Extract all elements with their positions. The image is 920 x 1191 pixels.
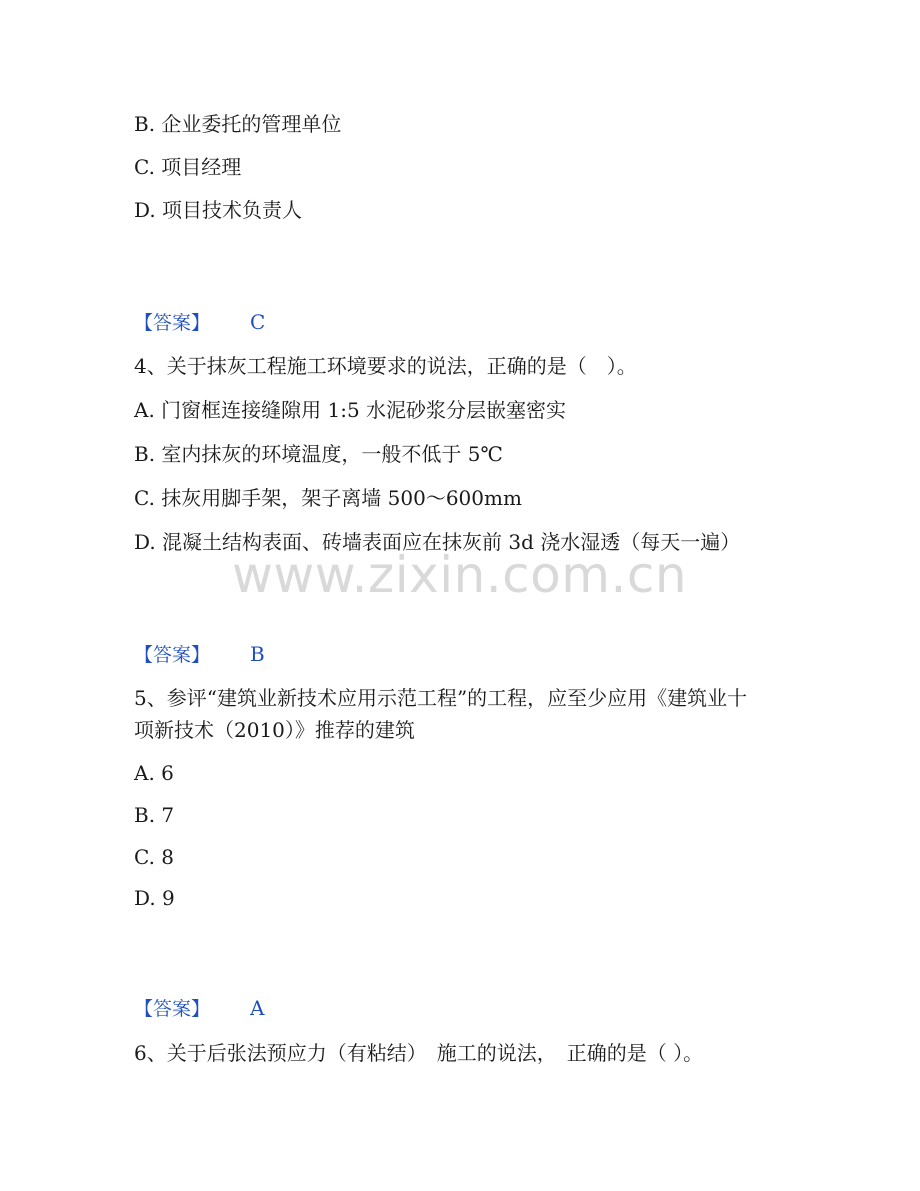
- q5-option-d: D. 9: [134, 886, 175, 910]
- watermark: www.zixin.com.cn: [232, 546, 688, 604]
- q3-option-c: C. 项目经理: [134, 155, 242, 179]
- answer-value: B: [250, 642, 265, 666]
- q4-option-c: C. 抹灰用脚手架，架子离墙 500～600mm: [134, 486, 522, 510]
- q4-option-b: B. 室内抹灰的环境温度，一般不低于 5℃: [134, 442, 503, 466]
- q4-option-d: D. 混凝土结构表面、砖墙表面应在抹灰前 3d 浇水湿透（每天一遍）: [134, 530, 741, 554]
- q5-stem-line-1: 5、参评“建筑业新技术应用示范工程”的工程，应至少应用《建筑业十: [134, 686, 748, 710]
- q3-answer: [134, 309, 266, 336]
- answer-value: A: [250, 996, 265, 1020]
- q5-stem-line-2: 项新技术（2010）》推荐的建筑: [134, 718, 415, 742]
- answer-label: 【答案】: [134, 312, 211, 334]
- q5-answer: [134, 995, 265, 1022]
- q5-option-b: B. 7: [134, 803, 175, 827]
- q4-stem: 4、关于抹灰工程施工环境要求的说法，正确的是（ ）。: [134, 354, 637, 378]
- q3-option-d: D. 项目技术负责人: [134, 198, 303, 222]
- q5-option-a: A. 6: [134, 761, 174, 785]
- answer-value: C: [250, 310, 266, 334]
- q4-answer: [134, 641, 265, 668]
- answer-label: 【答案】: [134, 998, 211, 1020]
- answer-label: 【答案】: [134, 644, 211, 666]
- q4-option-a: A. 门窗框连接缝隙用 1:5 水泥砂浆分层嵌塞密实: [134, 398, 567, 422]
- q6-stem: 6、关于后张法预应力（有粘结） 施工的说法， 正确的是（ ）。: [134, 1041, 704, 1065]
- q3-option-b: B. 企业委托的管理单位: [134, 112, 342, 136]
- q5-option-c: C. 8: [134, 845, 175, 869]
